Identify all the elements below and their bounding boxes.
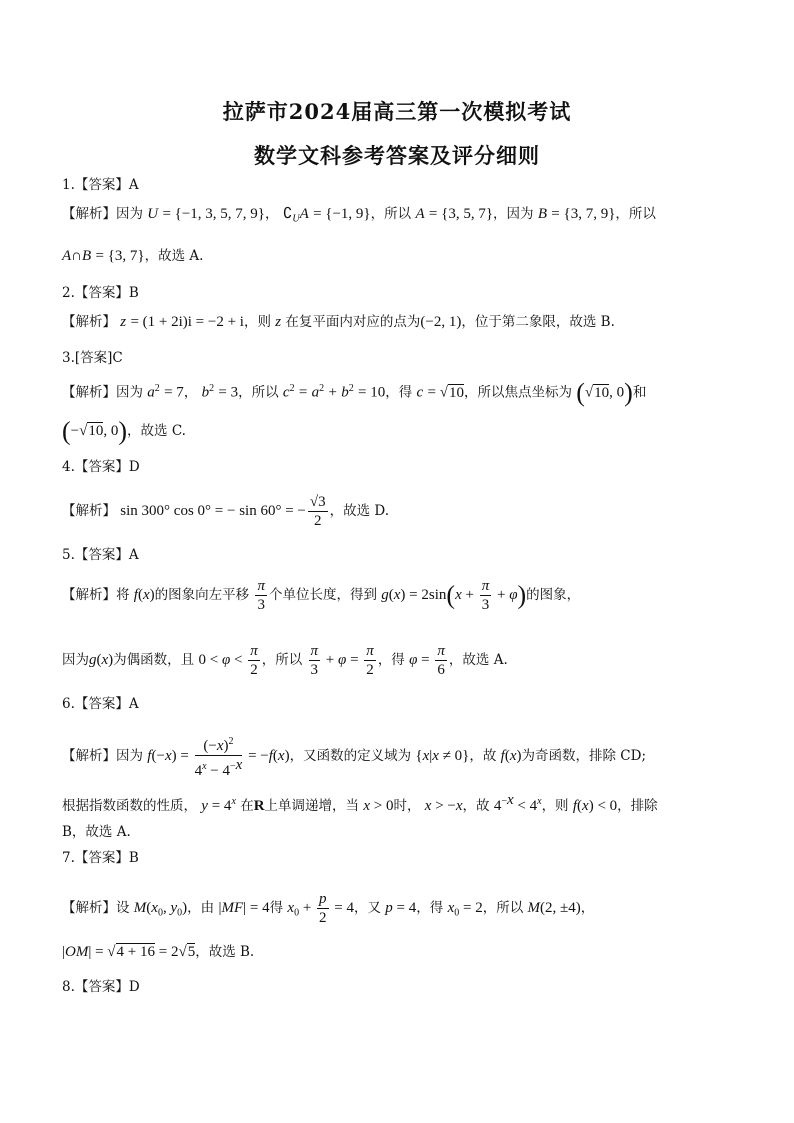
explanation-1-line-1: 【解析】因为 U = {−1, 3, 5, 7, 9}， $∁_UA = \{-1$, 9}，所以 A = {3, 5, 7}，因为 B = {3, 7, 9}，所以 (62, 206, 656, 225)
answer-7: 7.【答案】B (62, 850, 139, 866)
answer-2: 2.【答案】B (62, 285, 139, 301)
explanation-6-line-2: 根据指数函数的性质， $y = 4^x$ 在R上单调递增，当 x > 0时， x > −x，故 $4^{-x} < 4^x$，则 f(x) < 0，排除 (62, 792, 658, 814)
answer-8: 8.【答案】D (62, 979, 140, 995)
explanation-2: 【解析】 z = (1 + 2i)i = −2 + i，则 z 在复平面内对应的点为(−2, 1)，位于第二象限，故选 B. (62, 314, 615, 330)
explanation-5-line-2: 因为g(x)为偶函数，且 0 < φ < $\frac{\pi}{2}$ ，所以 $\frac{\pi}{3}$ + φ = $\frac{\pi}{2}$ ，得 φ = $\frac{\pi}{6}$ ，故选 A. (62, 643, 508, 678)
analysis-tag: 【解析】 (62, 384, 116, 401)
analysis-tag: 【解析】 (62, 314, 116, 330)
explanation-6-line-3: B，故选 A. (62, 824, 131, 840)
answer-6: 6.【答案】A (62, 696, 139, 712)
explanation-4: 【解析】 sin 300° cos 0° = − sin 60° = − $\frac{√3}{2}$ ，故选 D. (62, 494, 390, 529)
answer-4: 4.【答案】D (62, 459, 140, 475)
analysis-tag: 【解析】 (62, 900, 116, 916)
explanation-5-line-1: 【解析】将 f(x)的图象向左平移 $\frac{\pi}{3}$ 个单位长度，得到 g(x) = 2sin(x + $\frac{\pi}{3}$ + φ)的图象， (62, 578, 581, 613)
analysis-tag: 【解析】 (62, 206, 116, 222)
answer-5: 5.【答案】A (62, 547, 139, 563)
explanation-7-line-2: |OM| = √4 + 16 = 2√5，故选 B. (62, 944, 255, 960)
page-title: 拉萨市2024届高三第一次模拟考试 (222, 99, 572, 124)
explanation-6-line-1: 【解析】因为 f(−x) = $\frac{(-x)^2}{4^x - 4^{-x}}$ = −f(x)，又函数的定义域为 {x|x ≠ 0}，故 f(x)为奇函数，排除 CD; (62, 733, 646, 780)
explanation-3-line-1: 【解析】因为 $a^2 = 7$， $b^2 = 3$，所以 $c^2 = a^2 + b^2 = 10$，得 c = √10，所以焦点坐标为 (√10, 0)和 (62, 378, 647, 407)
answer-3: 3.[答案]C (62, 350, 123, 366)
explanation-7-line-1: 【解析】设 $M(x_0$, $y_0$)，由 |MF| = 4得 $x_0$ + $\frac{p}{2}$ = 4，又 p = 4，得 $x_0 = 2$，所以 M(2, ±4)， (62, 891, 595, 926)
explanation-3-line-2: (−√10, 0)，故选 C. (62, 416, 186, 446)
page-subtitle: 数学文科参考答案及评分细则 (254, 143, 540, 168)
analysis-tag: 【解析】 (62, 587, 116, 603)
analysis-tag: 【解析】 (62, 503, 116, 519)
answer-1: 1.【答案】A (62, 177, 139, 193)
analysis-tag: 【解析】 (62, 748, 116, 764)
explanation-1-line-2: A∩B = {3, 7}，故选 A. (62, 248, 204, 264)
